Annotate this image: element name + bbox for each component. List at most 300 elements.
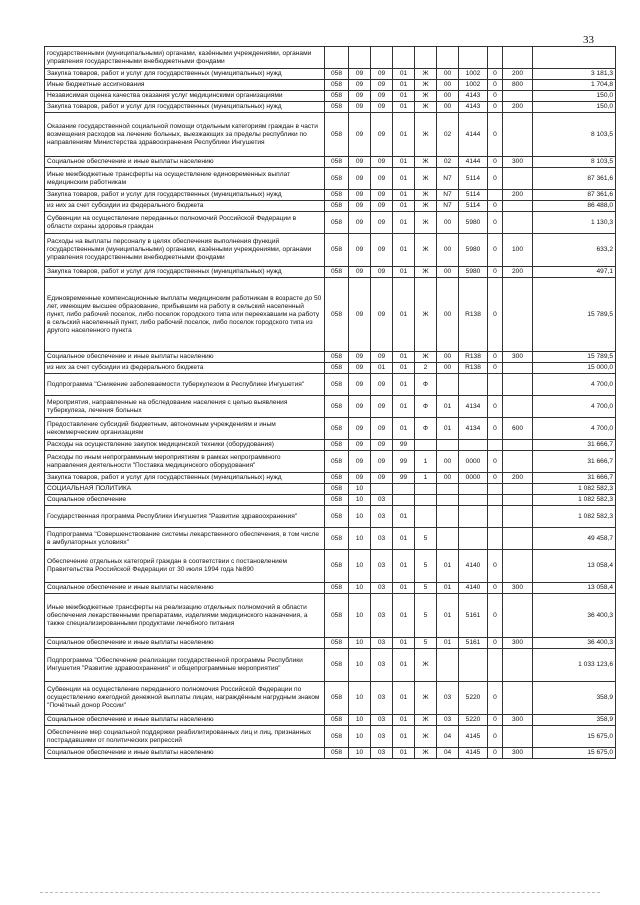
row-amount: 13 058,4 [533, 583, 616, 594]
subsection-code: 09 [371, 102, 393, 113]
direction-code [459, 47, 488, 69]
row-name: Подпрограмма "Обеспечение реализации государственной программы Республики Ингушетия "Развитие здравоохранения" и общепрограммные мероприятия" [45, 649, 325, 682]
program-code: 01 [393, 638, 415, 649]
table-row [45, 506, 616, 528]
event-code: 00 [437, 267, 459, 278]
expense-type-code: 200 [503, 267, 533, 278]
expense-type-code: 300 [503, 583, 533, 594]
table-row [45, 278, 616, 352]
program-code: 01 [393, 278, 415, 352]
section-code: 10 [349, 682, 371, 715]
subprogram-code: 5 [415, 638, 437, 649]
table-row [45, 374, 616, 396]
sub-direction-code [488, 47, 503, 69]
expense-type-code: 300 [503, 157, 533, 168]
subsection-code: 03 [371, 748, 393, 759]
subprogram-code: Ж [415, 168, 437, 190]
row-name: Обеспечение мер социальной поддержки реабилитированных лиц и лиц, признанных пострадавшими от политических репрессий [45, 726, 325, 748]
program-code: 01 [393, 212, 415, 234]
sub-direction-code: 0 [488, 113, 503, 157]
table-row [45, 91, 616, 102]
program-code: 01 [393, 157, 415, 168]
event-code: 01 [437, 583, 459, 594]
subsection-code: 09 [371, 418, 393, 440]
row-name: Независимая оценка качества оказания услуг медицинскими организациями [45, 91, 325, 102]
event-code: 01 [437, 396, 459, 418]
row-name: Социальное обеспечение и иные выплаты населению [45, 715, 325, 726]
event-code: 00 [437, 212, 459, 234]
row-amount: 86 488,0 [533, 201, 616, 212]
direction-code: 4143 [459, 91, 488, 102]
direction-code [459, 484, 488, 495]
table-row [45, 726, 616, 748]
table-row [45, 484, 616, 495]
ministry-code: 058 [325, 267, 349, 278]
section-code: 09 [349, 473, 371, 484]
row-amount: 36 400,3 [533, 594, 616, 638]
section-code: 09 [349, 396, 371, 418]
program-code: 01 [393, 748, 415, 759]
sub-direction-code: 0 [488, 102, 503, 113]
expense-type-code [503, 278, 533, 352]
row-name: Социальное обеспечение и иные выплаты населению [45, 157, 325, 168]
row-amount: 1 704,8 [533, 80, 616, 91]
sub-direction-code: 0 [488, 550, 503, 583]
expense-type-code: 300 [503, 715, 533, 726]
program-code [393, 484, 415, 495]
ministry-code: 058 [325, 473, 349, 484]
row-name: из них за счет субсидии из федерального бюджета [45, 363, 325, 374]
ministry-code: 058 [325, 715, 349, 726]
sub-direction-code: 0 [488, 69, 503, 80]
direction-code: 0000 [459, 473, 488, 484]
row-amount: 15 675,0 [533, 726, 616, 748]
section-code: 09 [349, 234, 371, 267]
expense-type-code: 300 [503, 638, 533, 649]
ministry-code: 058 [325, 91, 349, 102]
subprogram-code: Ж [415, 234, 437, 267]
direction-code: 5980 [459, 212, 488, 234]
direction-code: 4144 [459, 113, 488, 157]
event-code: 00 [437, 363, 459, 374]
direction-code: 0000 [459, 451, 488, 473]
row-name: Иные межбюджетные трансферты на реализацию отдельных полномочий в области обеспечения лекарственными препаратами, изделиями медицинского назначения, а также специализированными продуктами лечебного питания [45, 594, 325, 638]
ministry-code: 058 [325, 234, 349, 267]
direction-code: 5220 [459, 682, 488, 715]
event-code [437, 649, 459, 682]
program-code [393, 495, 415, 506]
table-row [45, 80, 616, 91]
subsection-code: 09 [371, 190, 393, 201]
table-row [45, 396, 616, 418]
row-amount: 49 458,7 [533, 528, 616, 550]
section-code: 10 [349, 528, 371, 550]
expense-type-code [503, 396, 533, 418]
sub-direction-code: 0 [488, 278, 503, 352]
row-name: Закупка товаров, работ и услуг для государственных (муниципальных) нужд [45, 267, 325, 278]
table-row [45, 267, 616, 278]
subprogram-code: Ж [415, 267, 437, 278]
subprogram-code: Ж [415, 201, 437, 212]
event-code: 00 [437, 69, 459, 80]
table-row [45, 212, 616, 234]
row-name: государственными (муниципальными) органами, казёнными учреждениями, органами управления государственными внебюджетными фондами [45, 47, 325, 69]
row-name: Расходы на выплаты персоналу в целях обеспечения выполнения функций государственными (муниципальными) органами, казёнными учреждениями, органами управления государственными внебюджетными фондами [45, 234, 325, 267]
row-name: Расходы на осуществление закупок медицинской техники (оборудования) [45, 440, 325, 451]
row-name: Социальное обеспечение и иные выплаты населению [45, 748, 325, 759]
subprogram-code: 1 [415, 451, 437, 473]
row-name: Закупка товаров, работ и услуг для государственных (муниципальных) нужд [45, 102, 325, 113]
direction-code: 1002 [459, 80, 488, 91]
ministry-code: 058 [325, 352, 349, 363]
program-code: 01 [393, 506, 415, 528]
subsection-code: 09 [371, 234, 393, 267]
program-code: 01 [393, 528, 415, 550]
expense-type-code: 200 [503, 473, 533, 484]
expense-type-code [503, 528, 533, 550]
subsection-code: 09 [371, 80, 393, 91]
ministry-code: 058 [325, 594, 349, 638]
section-code: 10 [349, 638, 371, 649]
section-code: 09 [349, 374, 371, 396]
section-code: 09 [349, 451, 371, 473]
row-amount: 36 400,3 [533, 638, 616, 649]
row-name: Социальное обеспечение и иные выплаты населению [45, 352, 325, 363]
sub-direction-code: 0 [488, 594, 503, 638]
table-row [45, 473, 616, 484]
subprogram-code: Ж [415, 91, 437, 102]
sub-direction-code [488, 528, 503, 550]
direction-code: 4140 [459, 583, 488, 594]
direction-code: 5980 [459, 267, 488, 278]
expense-type-code [503, 363, 533, 374]
ministry-code: 058 [325, 80, 349, 91]
event-code: 02 [437, 157, 459, 168]
row-amount: 633,2 [533, 234, 616, 267]
table-row [45, 69, 616, 80]
sub-direction-code: 0 [488, 201, 503, 212]
subsection-code: 03 [371, 682, 393, 715]
event-code: 00 [437, 451, 459, 473]
direction-code: 4144 [459, 157, 488, 168]
table-row [45, 715, 616, 726]
program-code: 01 [393, 396, 415, 418]
subprogram-code: Ж [415, 212, 437, 234]
section-code: 10 [349, 715, 371, 726]
section-code: 09 [349, 113, 371, 157]
row-name: Подпрограмма "Совершенствование системы лекарственного обеспечения, в том числе в амбулаторных условиях" [45, 528, 325, 550]
section-code: 09 [349, 440, 371, 451]
row-amount: 15 675,0 [533, 748, 616, 759]
sub-direction-code: 0 [488, 157, 503, 168]
subsection-code: 09 [371, 451, 393, 473]
program-code: 01 [393, 201, 415, 212]
event-code: 00 [437, 102, 459, 113]
subprogram-code: Ф [415, 374, 437, 396]
ministry-code: 058 [325, 495, 349, 506]
row-name: Предоставление субсидий бюджетным, автономным учреждениям и иным некоммерческим организациям [45, 418, 325, 440]
row-amount: 8 103,5 [533, 113, 616, 157]
ministry-code: 058 [325, 682, 349, 715]
event-code: 00 [437, 352, 459, 363]
subsection-code [371, 484, 393, 495]
section-code: 10 [349, 594, 371, 638]
section-code: 10 [349, 583, 371, 594]
ministry-code: 058 [325, 583, 349, 594]
direction-code: 4140 [459, 550, 488, 583]
subprogram-code [415, 440, 437, 451]
ministry-code: 058 [325, 278, 349, 352]
event-code: 01 [437, 418, 459, 440]
program-code: 01 [393, 267, 415, 278]
direction-code: 4145 [459, 726, 488, 748]
event-code [437, 506, 459, 528]
expense-type-code [503, 649, 533, 682]
sub-direction-code: 0 [488, 80, 503, 91]
subsection-code: 09 [371, 374, 393, 396]
sub-direction-code: 0 [488, 726, 503, 748]
sub-direction-code: 0 [488, 715, 503, 726]
ministry-code: 058 [325, 528, 349, 550]
row-amount: 15 000,0 [533, 363, 616, 374]
ministry-code: 058 [325, 190, 349, 201]
direction-code: 4143 [459, 102, 488, 113]
expense-type-code [503, 440, 533, 451]
sub-direction-code: 0 [488, 682, 503, 715]
expense-type-code [503, 682, 533, 715]
row-name: Государственная программа Республики Ингушетия "Развитие здравоохранения" [45, 506, 325, 528]
event-code [437, 47, 459, 69]
section-code: 09 [349, 201, 371, 212]
program-code: 01 [393, 352, 415, 363]
program-code: 01 [393, 594, 415, 638]
program-code: 99 [393, 451, 415, 473]
ministry-code [325, 47, 349, 69]
expense-type-code: 200 [503, 102, 533, 113]
sub-direction-code: 0 [488, 212, 503, 234]
direction-code: 5161 [459, 594, 488, 638]
table-row [45, 550, 616, 583]
subprogram-code: Ж [415, 715, 437, 726]
row-amount: 8 103,5 [533, 157, 616, 168]
direction-code: 5220 [459, 715, 488, 726]
subsection-code: 09 [371, 113, 393, 157]
sub-direction-code [488, 484, 503, 495]
row-amount: 1 033 123,6 [533, 649, 616, 682]
table-row [45, 157, 616, 168]
subsection-code: 09 [371, 168, 393, 190]
program-code: 01 [393, 91, 415, 102]
row-amount: 15 789,5 [533, 278, 616, 352]
row-name: Иные межбюджетные трансферты на осуществление единовременных выплат медицинским работникам [45, 168, 325, 190]
subprogram-code [415, 495, 437, 506]
row-name: Закупка товаров, работ и услуг для государственных (муниципальных) нужд [45, 190, 325, 201]
subprogram-code: 5 [415, 550, 437, 583]
section-code: 10 [349, 748, 371, 759]
row-name: Оказание государственной социальной помощи отдельным категориям граждан в части возмещения расходов на лечение больных, выезжающих за пределы республики по направлениям Министерства здравоохранения Республики Ингушетия [45, 113, 325, 157]
row-amount: 358,9 [533, 715, 616, 726]
event-code: 02 [437, 113, 459, 157]
expense-type-code [503, 168, 533, 190]
subsection-code: 09 [371, 396, 393, 418]
section-code: 09 [349, 190, 371, 201]
row-name: СОЦИАЛЬНАЯ ПОЛИТИКА [45, 484, 325, 495]
expense-type-code [503, 594, 533, 638]
program-code: 01 [393, 234, 415, 267]
row-name: Расходы по иным непрограммным мероприятиям в рамках непрограммного направления деятельности "Поставка медицинского оборудования" [45, 451, 325, 473]
sub-direction-code [488, 495, 503, 506]
section-code: 09 [349, 418, 371, 440]
program-code: 01 [393, 102, 415, 113]
sub-direction-code: 0 [488, 363, 503, 374]
subsection-code: 09 [371, 352, 393, 363]
row-name: Субвенции на осуществление переданных полномочий Российской Федерации в области охраны здоровья граждан [45, 212, 325, 234]
program-code: 99 [393, 473, 415, 484]
event-code: 01 [437, 594, 459, 638]
row-amount: 87 361,6 [533, 168, 616, 190]
program-code: 01 [393, 363, 415, 374]
section-code: 09 [349, 278, 371, 352]
program-code: 01 [393, 190, 415, 201]
section-code: 09 [349, 80, 371, 91]
row-amount: 3 181,3 [533, 69, 616, 80]
table-row [45, 201, 616, 212]
subprogram-code: Ж [415, 69, 437, 80]
program-code: 01 [393, 168, 415, 190]
row-amount: 31 666,7 [533, 473, 616, 484]
event-code: N7 [437, 201, 459, 212]
ministry-code: 058 [325, 418, 349, 440]
subprogram-code: Ж [415, 80, 437, 91]
row-name: Социальное обеспечение и иные выплаты населению [45, 638, 325, 649]
section-code: 10 [349, 484, 371, 495]
subsection-code: 03 [371, 715, 393, 726]
expense-type-code: 200 [503, 69, 533, 80]
ministry-code: 058 [325, 69, 349, 80]
sub-direction-code: 0 [488, 583, 503, 594]
table-row [45, 451, 616, 473]
section-code: 09 [349, 168, 371, 190]
sub-direction-code [488, 440, 503, 451]
table-row [45, 682, 616, 715]
direction-code: 1002 [459, 69, 488, 80]
table-row [45, 102, 616, 113]
ministry-code: 058 [325, 440, 349, 451]
ministry-code: 058 [325, 201, 349, 212]
ministry-code: 058 [325, 396, 349, 418]
subprogram-code: Ф [415, 418, 437, 440]
section-code: 09 [349, 352, 371, 363]
direction-code: 5114 [459, 190, 488, 201]
table-row [45, 363, 616, 374]
event-code: 00 [437, 278, 459, 352]
direction-code: R138 [459, 363, 488, 374]
row-amount: 1 082 582,3 [533, 484, 616, 495]
subprogram-code: 5 [415, 528, 437, 550]
table-row [45, 528, 616, 550]
subsection-code: 03 [371, 583, 393, 594]
subsection-code: 03 [371, 726, 393, 748]
row-amount: 150,0 [533, 91, 616, 102]
subprogram-code [415, 47, 437, 69]
subprogram-code: Ж [415, 748, 437, 759]
event-code [437, 484, 459, 495]
row-name: Закупка товаров, работ и услуг для государственных (муниципальных) нужд [45, 69, 325, 80]
row-amount: 4 700,0 [533, 418, 616, 440]
row-name: Подпрограмма "Снижение заболеваемости туберкулезом в Республике Ингушетия" [45, 374, 325, 396]
event-code: 00 [437, 473, 459, 484]
program-code: 01 [393, 418, 415, 440]
row-name: Обеспечение отдельных категорий граждан в соответствии с постановлением Правительства Российской Федерации от 30 июля 1994 года №890 [45, 550, 325, 583]
expense-type-code: 800 [503, 80, 533, 91]
section-code: 09 [349, 102, 371, 113]
row-name: Мероприятия, направленные на обследование населения с целью выявления туберкулеза, лечения больных [45, 396, 325, 418]
ministry-code: 058 [325, 726, 349, 748]
program-code: 01 [393, 715, 415, 726]
program-code: 01 [393, 374, 415, 396]
section-code: 10 [349, 495, 371, 506]
page-number: 33 [583, 34, 594, 46]
table-row [45, 495, 616, 506]
ministry-code: 058 [325, 649, 349, 682]
direction-code [459, 440, 488, 451]
subprogram-code: Ж [415, 190, 437, 201]
direction-code [459, 495, 488, 506]
subprogram-code: Ж [415, 278, 437, 352]
table-row [45, 594, 616, 638]
direction-code: 4134 [459, 418, 488, 440]
expense-type-code [503, 726, 533, 748]
row-amount: 1 082 582,3 [533, 506, 616, 528]
row-amount: 87 361,6 [533, 190, 616, 201]
subprogram-code: Ж [415, 682, 437, 715]
table-row [45, 583, 616, 594]
program-code: 01 [393, 726, 415, 748]
direction-code: 5114 [459, 168, 488, 190]
subprogram-code [415, 506, 437, 528]
subsection-code: 03 [371, 495, 393, 506]
table-row [45, 649, 616, 682]
subsection-code: 09 [371, 278, 393, 352]
subsection-code: 03 [371, 506, 393, 528]
event-code: 00 [437, 80, 459, 91]
subsection-code: 09 [371, 201, 393, 212]
direction-code [459, 506, 488, 528]
row-name: Социальное обеспечение [45, 495, 325, 506]
subprogram-code: Ж [415, 649, 437, 682]
sub-direction-code [488, 374, 503, 396]
row-amount: 15 789,5 [533, 352, 616, 363]
expense-type-code: 300 [503, 748, 533, 759]
sub-direction-code: 0 [488, 748, 503, 759]
sub-direction-code [488, 506, 503, 528]
direction-code [459, 374, 488, 396]
expense-type-code: 200 [503, 190, 533, 201]
direction-code: 5161 [459, 638, 488, 649]
expense-type-code [503, 201, 533, 212]
direction-code: 5114 [459, 201, 488, 212]
event-code: 03 [437, 682, 459, 715]
table-row [45, 418, 616, 440]
direction-code [459, 528, 488, 550]
table-row [45, 190, 616, 201]
event-code [437, 528, 459, 550]
direction-code: R138 [459, 352, 488, 363]
ministry-code: 058 [325, 212, 349, 234]
subprogram-code: 1 [415, 473, 437, 484]
subsection-code: 09 [371, 473, 393, 484]
expense-type-code: 300 [503, 352, 533, 363]
